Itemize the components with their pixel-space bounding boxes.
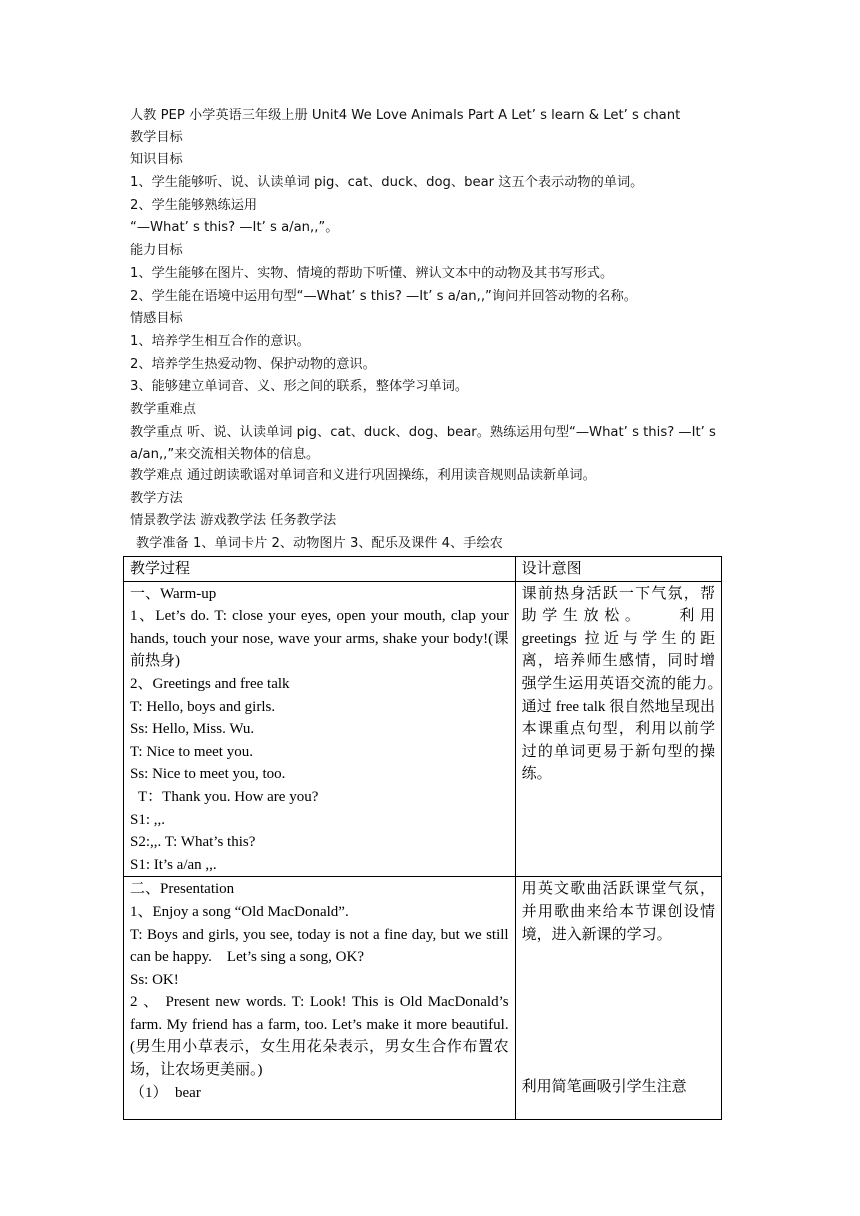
presentation-students-line: Ss: OK! bbox=[130, 971, 179, 988]
heading-key-difficult-points: 教学重难点 bbox=[130, 402, 196, 417]
teaching-process-table bbox=[123, 556, 731, 1120]
header-intent: 设计意图 bbox=[515, 557, 721, 582]
header-process: 教学过程 bbox=[124, 557, 516, 582]
knowledge-goal-2: 2、学生能够熟练运用 bbox=[130, 198, 258, 213]
emotion-goal-2: 2、培养学生热爱动物、保护动物的意识。 bbox=[130, 357, 376, 372]
presentation-new-words: 2 、 Present new words. T: Look! This is Old MacDonald’s farm. My friend has a farm, too. Let’s make it more beautiful.(男生用小草表示，女生用花朵表示，男女生合作布置农场，让农场更美丽。) bbox=[130, 994, 509, 1079]
warmup-heading: 一、Warm-up bbox=[130, 585, 217, 602]
warmup-dialog-7: S2:,,. T: What’s this? bbox=[130, 834, 256, 851]
warmup-dialog-4: Ss: Nice to meet you, too. bbox=[130, 766, 286, 783]
presentation-teacher-line: T: Boys and girls, you see, today is not a fine day, but we still can be happy. Let’s sing a song, OK? bbox=[130, 926, 509, 966]
warmup-dialog-3: T: Nice to meet you. bbox=[130, 743, 253, 760]
warmup-dialog-6: S1: ,,. bbox=[130, 811, 166, 828]
emotion-goal-3: 3、能够建立单词音、义、形之间的联系，整体学习单词。 bbox=[130, 379, 469, 394]
presentation-heading: 二、Presentation bbox=[130, 881, 235, 898]
presentation-intent-cell bbox=[515, 877, 721, 1120]
heading-ability-goals: 能力目标 bbox=[130, 243, 183, 258]
knowledge-goal-2-pattern: “—What’ s this? —It’ s a/an,,”。 bbox=[130, 220, 339, 235]
warmup-dialog-2: Ss: Hello, Miss. Wu. bbox=[130, 721, 255, 738]
teaching-methods: 情景教学法 游戏教学法 任务教学法 bbox=[130, 513, 337, 528]
presentation-cell bbox=[124, 877, 516, 1120]
presentation-intent: 用英文歌曲活跃课堂气氛，并用歌曲来给本节课创设情境，进入新课的学习。 bbox=[521, 881, 715, 943]
warmup-cell bbox=[124, 581, 516, 877]
document-title: 人教 PEP 小学英语三年级上册 Unit4 We Love Animals Part A Let’ s learn & Let’ s chant bbox=[130, 108, 681, 123]
heading-knowledge-goals: 知识目标 bbox=[130, 152, 183, 167]
warmup-intent: 课前热身活跃一下气氛，帮助学生放松。 利用 greetings 拉近与学生的距离，培养师生感情，同时增强学生运用英语交流的能力。 通过 free talk 很自然地呈现出本课重点句型，利用以前学过的单词更易于新句型的操练。 bbox=[515, 581, 721, 877]
knowledge-goal-1: 1、学生能够听、说、认读单词 pig、cat、duck、dog、bear 这五个表示动物的单词。 bbox=[130, 175, 644, 190]
presentation-intent-2: 利用简笔画吸引学生注意 bbox=[521, 1079, 687, 1096]
warmup-dialog-5: T：Thank you. How are you? bbox=[138, 788, 319, 805]
warmup-greetings: 2、Greetings and free talk bbox=[130, 675, 290, 692]
key-point: 教学重点 听、说、认读单词 pig、cat、duck、dog、bear。熟练运用句型“—What’ s this? —It’ s a/an,,”来交流相关物体的信息。 bbox=[130, 425, 716, 462]
warmup-dialog-8: S1: It’s a/an ,,. bbox=[130, 856, 217, 873]
table-row-warmup bbox=[124, 581, 722, 877]
ability-goal-1: 1、学生能够在图片、实物、情境的帮助下听懂、辨认文本中的动物及其书写形式。 bbox=[130, 266, 614, 281]
table-header-row bbox=[124, 557, 722, 582]
presentation-word-bear: （1） bear bbox=[130, 1084, 201, 1101]
difficult-point: 教学难点 通过朗读歌谣对单词音和义进行巩固操练，利用读音规则品读新单词。 bbox=[130, 468, 596, 483]
table-row-presentation bbox=[124, 877, 722, 1120]
warmup-lets-do: 1、Let’s do. T: close your eyes, open your mouth, clap your hands, touch your nose, wave your arms, shake your body!(课前热身) bbox=[130, 608, 509, 670]
warmup-dialog-1: T: Hello, boys and girls. bbox=[130, 698, 276, 715]
heading-emotion-goals: 情感目标 bbox=[130, 311, 183, 326]
heading-teaching-methods: 教学方法 bbox=[130, 491, 183, 506]
ability-goal-2: 2、学生能在语境中运用句型“—What’ s this? —It’ s a/an,,”询问并回答动物的名称。 bbox=[130, 289, 637, 304]
teaching-preparation: 教学准备 1、单词卡片 2、动物图片 3、配乐及课件 4、手绘农 bbox=[136, 536, 503, 551]
emotion-goal-1: 1、培养学生相互合作的意识。 bbox=[130, 334, 310, 349]
heading-teaching-goals: 教学目标 bbox=[130, 130, 183, 145]
presentation-song: 1、Enjoy a song “Old MacDonald”. bbox=[130, 903, 349, 920]
